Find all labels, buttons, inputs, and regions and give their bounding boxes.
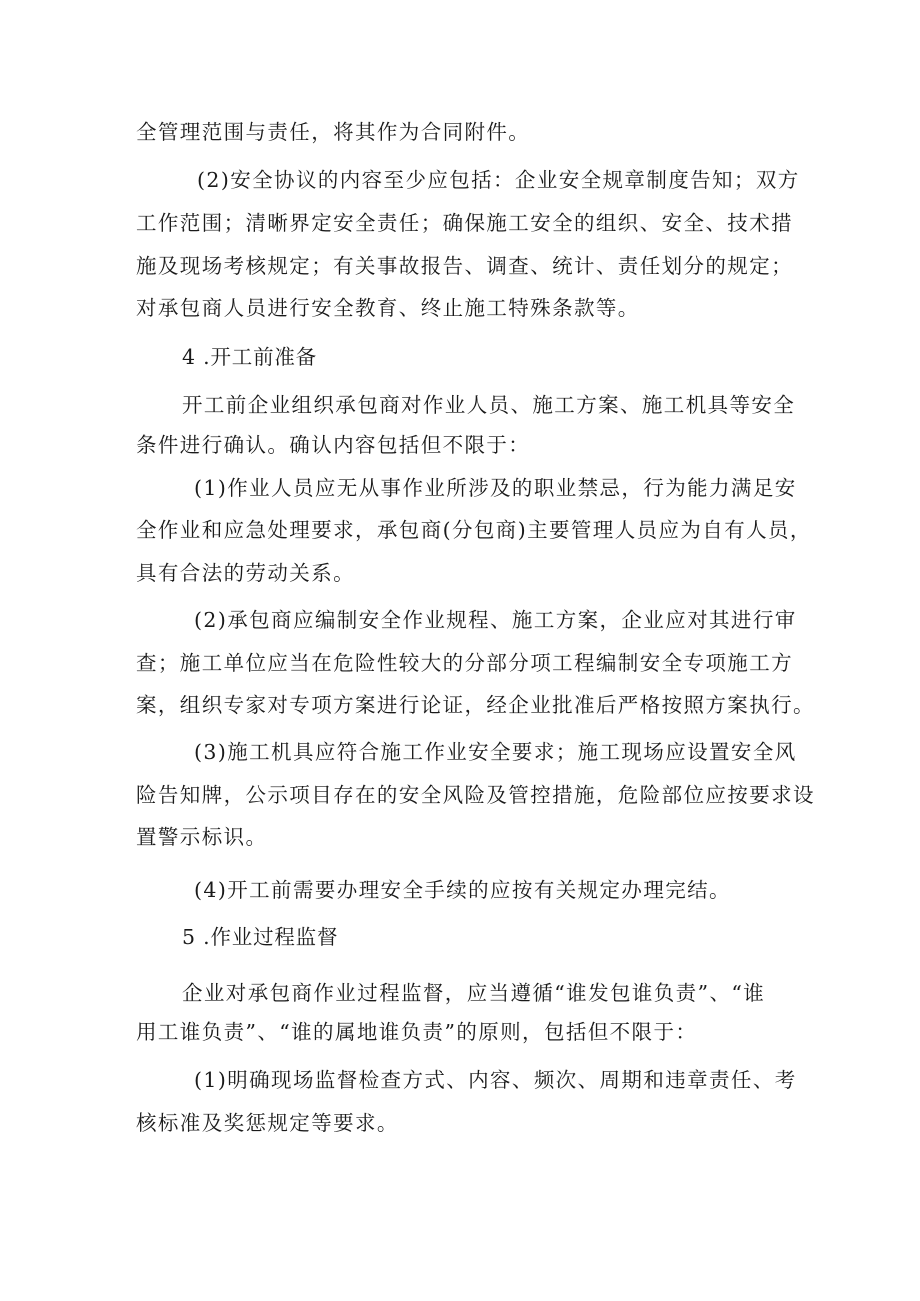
paragraph-line: 具有合法的劳动关系。 <box>136 561 355 585</box>
paragraph-line: 条件进行确认。确认内容包括但不限于： <box>136 433 531 457</box>
paragraph-line: (1)明确现场监督检查方式、内容、频次、周期和违章责任、考 <box>194 1068 797 1092</box>
paragraph-line: (2)承包商应编制安全作业规程、施工方案，企业应对其进行审 <box>194 608 797 632</box>
paragraph-line: 险告知牌，公示项目存在的安全风险及管控措施，危险部位应按要求设 <box>136 783 815 807</box>
paragraph-line: 开工前企业组织承包商对作业人员、施工方案、施工机具等安全 <box>182 393 796 417</box>
paragraph-line: 企业对承包商作业过程监督，应当遵循“谁发包谁负责”、“谁 <box>182 981 766 1005</box>
paragraph-line: 全管理范围与责任，将其作为合同附件。 <box>136 120 531 144</box>
paragraph-line: (1)作业人员应无从事作业所涉及的职业禁忌，行为能力满足安 <box>194 476 797 500</box>
paragraph-line: 工作范围；清晰界定安全责任；确保施工安全的组织、安全、技术措 <box>136 211 793 235</box>
paragraph-line: 查；施工单位应当在危险性较大的分部分项工程编制安全专项施工方 <box>136 651 793 675</box>
paragraph-line: 用工谁负责”、“谁的属地谁负责”的原则，包括但不限于： <box>136 1020 698 1044</box>
paragraph-line: (4)开工前需要办理安全手续的应按有关规定办理完结。 <box>194 878 731 902</box>
section-heading: 5 .作业过程监督 <box>182 925 339 949</box>
paragraph-line: 案，组织专家对专项方案进行论证，经企业批准后严格按照方案执行。 <box>136 693 815 717</box>
section-heading: 4 .开工前准备 <box>182 345 317 369</box>
paragraph-line: 核标准及奖惩规定等要求。 <box>136 1111 399 1135</box>
paragraph-line: 施及现场考核规定；有关事故报告、调查、统计、责任划分的规定； <box>136 254 793 278</box>
paragraph-line: 全作业和应急处理要求，承包商(分包商)主要管理人员应为自有人员， <box>136 518 812 542</box>
paragraph-line: 对承包商人员进行安全教育、终止施工特殊条款等。 <box>136 296 640 320</box>
paragraph-line: (3)施工机具应符合施工作业安全要求；施工现场应设置安全风 <box>194 740 797 764</box>
paragraph-line: 置警示标识。 <box>136 825 268 849</box>
paragraph-line: (2)安全协议的内容至少应包括：企业安全规章制度告知；双方 <box>197 168 800 192</box>
